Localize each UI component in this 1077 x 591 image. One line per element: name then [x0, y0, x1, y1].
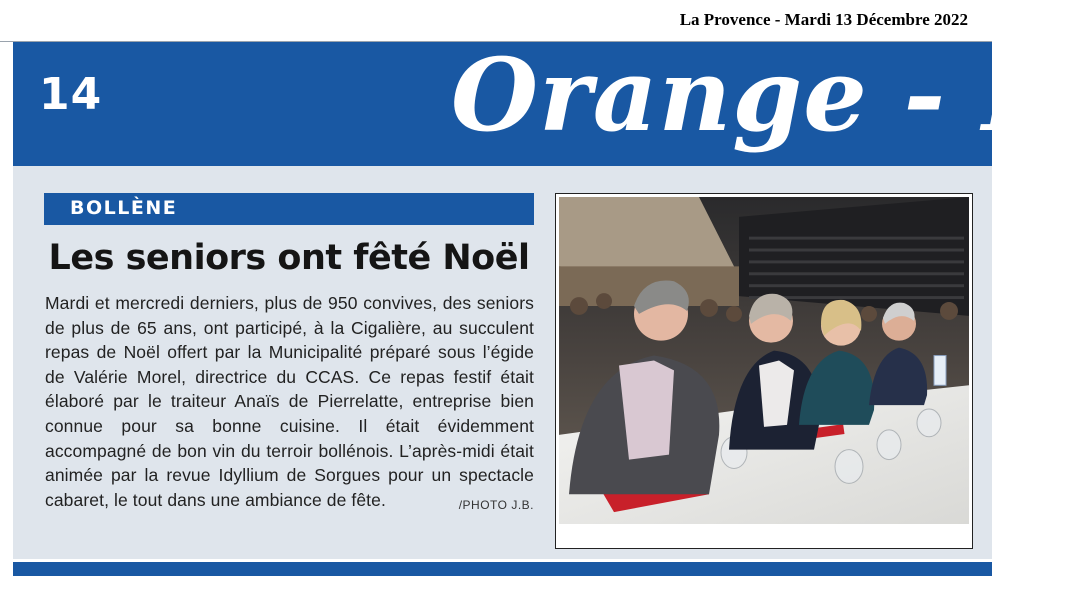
section-rubric: Orange - H: [451, 36, 1077, 154]
kicker-label: BOLLÈNE: [70, 197, 178, 219]
article-body-text: Mardi et mercredi derniers, plus de 950 convives, des seniors de plus de 65 ans, ont participé, à la Cigalière, au succulent repas de Noël offert par la Municipalité préparé sous l’égide de Valérie Morel, directrice du CCAS. Ce repas festif était élaboré par le traiteur Anaïs de Pierrelatte, entreprise bien connue pour sa bonne cuisine. Il était évidemment accompagné de bon vin du terroir bollénois. L’après-midi était animée par la revue Idyllium de Sorgues pour un spectacle cabaret, le tout dans une ambiance de fête.: [45, 293, 534, 510]
photo-credit: /PHOTO J.B.: [458, 497, 534, 512]
bottom-rule: [13, 562, 992, 576]
article-body: [45, 291, 534, 517]
article-kicker: [44, 193, 534, 225]
source-line: La Provence - Mardi 13 Décembre 2022: [679, 10, 968, 29]
article-headline: Les seniors ont fêté Noël: [48, 238, 530, 278]
banquet-photo-illustration: [559, 197, 969, 524]
page-number: 14: [39, 69, 103, 120]
section-banner: [13, 36, 1077, 166]
article-photo: [555, 193, 973, 549]
